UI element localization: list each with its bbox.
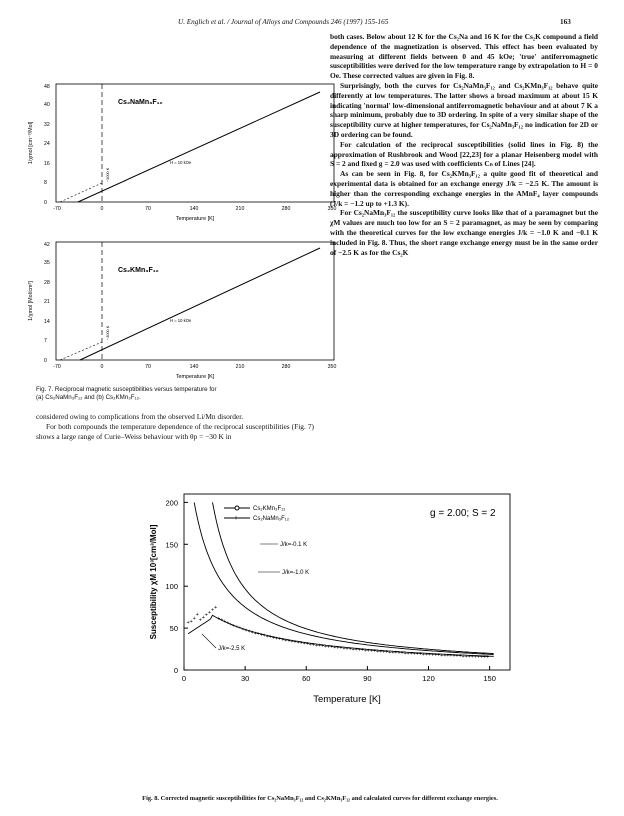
fig8-point: + (467, 654, 471, 661)
fig8-point: + (275, 636, 279, 643)
fig8-point: + (342, 645, 346, 652)
fig8-ytick: 150 (165, 540, 178, 550)
fig8-frame (184, 494, 510, 670)
left-column-text (36, 412, 314, 441)
fig8-point: + (317, 643, 322, 650)
pointer-25 (202, 634, 216, 648)
fig7a-xtick: 70 (145, 206, 151, 212)
fig8-point: + (232, 623, 236, 630)
fig8-point: + (336, 645, 340, 652)
fig7a-xtick: 0 (100, 206, 104, 212)
fig7a-ylabel: 1/χmol [cm⁻³/Mol] (28, 121, 34, 165)
fig7b-ytick: 28 (44, 280, 50, 286)
fig8-xtick: 90 (363, 674, 372, 683)
fig7b-ytick: 7 (44, 338, 47, 344)
fig8-ytick: 200 (165, 498, 178, 508)
fig8-points (186, 605, 489, 661)
fig7a-compound: Cs₂NaMn₃F₁₂ (118, 99, 163, 106)
fig7b-data-line (80, 248, 320, 360)
fig8-point: + (213, 605, 218, 612)
fig8-point: + (247, 628, 251, 635)
fig8-point: + (296, 640, 300, 647)
legend-na-marker: + (234, 515, 239, 522)
fig7b-ytick: 42 (44, 242, 50, 248)
fig8-point: + (272, 635, 276, 642)
fig8-point: + (397, 650, 401, 657)
fig8-point: + (418, 651, 422, 658)
fig8-point: + (406, 650, 410, 657)
fig8-xtick: 0 (181, 674, 187, 683)
fig7a-ytick: 16 (44, 161, 50, 167)
fig8-point: + (259, 632, 264, 639)
fig8-xtick: 120 (422, 674, 435, 683)
fig8-point: + (302, 641, 306, 648)
fig8-point: + (217, 615, 221, 622)
fig8-point: + (226, 620, 230, 627)
fig8-point: + (440, 652, 444, 659)
fig8-point: + (308, 641, 312, 648)
fig8-point: + (238, 625, 242, 632)
fig8-point: + (427, 652, 432, 659)
fig8-point: + (446, 653, 450, 660)
fig8-point: + (357, 647, 361, 654)
fig8-point: + (464, 653, 468, 660)
fig8-point: + (485, 654, 490, 661)
fig8-point: + (421, 651, 426, 658)
fig8-point: + (437, 652, 441, 659)
fig7a-xtick: 140 (189, 206, 199, 212)
legend-na-label: Cs₂NaMn₃F₁₂ (253, 516, 290, 522)
fig8-point: + (287, 638, 291, 645)
label-jk-10: J/k=-1.0 K (282, 570, 310, 576)
fig7a-field: H = 10 kOe (170, 160, 192, 165)
fig7b-ytick: 14 (44, 319, 50, 325)
fig8-point: + (241, 626, 245, 633)
fig7b-xlabel: Temperature [K] (175, 374, 215, 380)
fig7-caption-line1: Fig. 7. Reciprocal magnetic susceptibilities versus temperature for (36, 386, 217, 393)
right-para-3: For calculation of the reciprocal susceptibilities (solid lines in Fig. 8) the approximation of Rushbrook and Wood [22,23] for a planar Heisenberg model with S = 2 and fixed g = 2.0 was used with coefficients Cₙ of Lines [24]. (330, 139, 598, 169)
fig8-point: + (479, 654, 484, 661)
fig7a-ytick: 24 (44, 141, 50, 147)
fig8-point: + (470, 654, 474, 661)
fig8-point: + (323, 643, 328, 650)
fig7b-compound: Cs₂KMn₃F₁₂ (118, 267, 159, 274)
fig8-point: + (281, 637, 285, 644)
fig8-point: + (449, 653, 453, 660)
fig7-caption (36, 386, 326, 402)
fig8-point: + (415, 651, 419, 658)
fig7b-xtick: 70 (145, 364, 151, 370)
fig8-point: + (198, 617, 202, 624)
fig8-point: + (268, 634, 273, 641)
fig8-point: + (375, 648, 380, 655)
fig8-point: + (345, 646, 349, 653)
fig8-point: + (372, 648, 377, 655)
right-para-1: both cases. Below about 12 K for the Cs₂Na and 16 K for the Cs₂K compound a field dependence of the magnetization is observed. This effect has been evaluated by measuring at different fields between 0 and 45 kOe; 'true' antiferromagnetic susceptibilities were derived for the low temperature range by extrapolation to H = 0 Oe. These corrected values are given in Fig. 8. (330, 32, 598, 81)
fig7b-xtick: -70 (53, 364, 61, 370)
fig8-ylabel: Susceptibility χM 10³[cm³/Mol] (149, 524, 158, 640)
fig8-point: + (412, 651, 416, 658)
fig8-point: + (330, 644, 334, 651)
fig8-point: + (305, 641, 309, 648)
figure-8 (140, 488, 520, 788)
fig8-point: + (229, 621, 233, 628)
fig8-ytick: 50 (169, 624, 178, 634)
fig8-point: + (333, 644, 337, 651)
fig8-point: + (354, 647, 358, 654)
left-para-1: considered owing to complications from the observed Li/Mn disorder. (36, 412, 244, 421)
fig7b-xtick: 140 (189, 364, 199, 370)
fig8-caption: Fig. 8. Corrected magnetic susceptibilities for Cs₂NaMn₃F₁₂ and Cs₂KMn₃F₁₂ and calculated curves for different exchange energies. (142, 795, 498, 802)
fig7b-xtick: 210 (235, 364, 245, 370)
fig8-point: + (369, 648, 374, 655)
fig7a-xtick: 210 (235, 206, 245, 212)
fig7a-xticks (53, 206, 336, 212)
fig7a-ytick: 48 (44, 84, 50, 90)
fig7a-data-line (78, 92, 320, 202)
fig7b-ytick: 21 (44, 299, 50, 305)
fig8-point: + (207, 610, 212, 617)
fig8-point: + (394, 650, 398, 657)
fig8-point: + (299, 640, 303, 647)
fig8-xlabel: Temperature [K] (313, 694, 381, 705)
fig8-point: + (235, 624, 239, 631)
fig8-point: + (210, 607, 215, 614)
fig7b-xtick: 280 (281, 364, 291, 370)
fig8-xtick: 30 (240, 674, 250, 683)
fig7a-inset: −3000 K (106, 167, 110, 182)
fig8-point: + (223, 619, 227, 626)
right-para-2: Surprisingly, both the curves for Cs₂NaMn₃F₁₂ and Cs₂KMn₃F₁₂ behave quite differently at low temperatures. The latter shows a broad maximum at about 15 K indicating 'normal' low-dimensional antiferromagnetic behaviour and at about 7 K a sharp minimum, probably due to 3D ordering. In spite of a very similar shape of the susceptibility curve at higher temperatures, for Cs₂NaMn₃F₁₂ no indication for 2D or 3D ordering can be found. (330, 80, 598, 139)
fig8-point: + (443, 652, 447, 659)
fig7a-extrapolation (60, 183, 102, 202)
fig8-point: + (482, 654, 487, 661)
fig8-point: + (379, 649, 383, 656)
fig8-params: g = 2.00; S = 2 (430, 508, 496, 519)
fig8-point: + (348, 646, 352, 653)
fig8-point: + (201, 615, 205, 622)
fig8-point: + (278, 636, 282, 643)
fig8-point: + (339, 645, 343, 652)
fig8-point: + (256, 631, 260, 638)
fig7b-extrapolation (60, 342, 102, 360)
fig8-point: + (382, 649, 386, 656)
page-number: 163 (560, 18, 571, 26)
fig8-xtick: 150 (483, 674, 496, 683)
fig8-point: + (452, 653, 456, 660)
fig8-point: + (290, 639, 294, 646)
fig7b-inset: −3000 K (106, 325, 110, 340)
fig8-ytick: 0 (173, 666, 178, 675)
fig8-point: + (262, 633, 267, 640)
fig8-point: + (473, 654, 477, 661)
fig8-point: + (195, 611, 199, 618)
fig8-point: + (434, 652, 438, 659)
fig7a-xtick: 280 (281, 206, 291, 212)
fig8-point: + (293, 639, 297, 646)
legend-k-label: Cs₂KMn₃F₁₂ (253, 506, 286, 512)
fig7a-xtick: -70 (53, 206, 61, 212)
fig8-ytick: 100 (165, 582, 178, 592)
fig8-point: + (385, 649, 389, 656)
fig8-point: + (314, 642, 319, 649)
right-para-4: As can be seen in Fig. 8, for Cs₂KMn₃F₁₂ a quite good fit of theoretical and experimental data is obtained for an exchange energy J/k = −2.5 K. The amount is higher than the corresponding exchange energies in the AMnF₄ layer compounds (J/k = −1.2 up to +1.3 K). (330, 169, 598, 208)
fig8-point: + (458, 653, 462, 660)
fig8-point: + (388, 649, 392, 656)
fig7a-ytick: 8 (44, 180, 47, 186)
legend-k-marker (235, 506, 239, 510)
fig8-point: + (363, 647, 367, 654)
fig8-point: + (192, 616, 196, 623)
fig8-point: + (391, 650, 395, 657)
fig8-point: + (351, 646, 355, 653)
fig7b-ylabel: 1/χmol [Mol/cm³] (28, 281, 34, 321)
fig7a-xtick: 350 (327, 206, 337, 212)
fig8-point: + (320, 643, 325, 650)
fig8-point: + (409, 651, 413, 658)
fig7b-xtick: 350 (327, 364, 337, 370)
fig8-point: + (455, 653, 459, 660)
fig8-point: + (327, 644, 331, 651)
fig8-point: + (189, 618, 193, 625)
fig8-point: + (244, 627, 248, 634)
figure-7a (20, 78, 340, 226)
fig8-xtick: 60 (302, 674, 311, 683)
fig7b-field: H = 10 kOe (170, 318, 192, 323)
left-para-2: For both compounds the temperature dependence of the reciprocal susceptibilities (Fig. 7) shows a large range of Curie–Weiss behaviour with θp = −30 K in (36, 421, 314, 441)
right-para-5: For Cs₂NaMn₃F₁₂ the susceptibility curve looks like that of a paramagnet but the χM values are much too low for an S = 2 paramagnet, as may be seen by comparing with the theoretical curves for the low exchange energies J/k = −1.0 K and −0.1 K included in Fig. 8. Thus, the short range exchange energy must be in the same order of −2.5 K as for the Cs₂K (330, 208, 598, 257)
fig7b-ytick: 35 (44, 260, 50, 266)
right-column-text (327, 32, 598, 257)
fig8-point: + (424, 652, 429, 659)
fig8-point: + (366, 648, 371, 655)
fig8-point: + (311, 642, 315, 649)
fig7-caption-line2: (a) Cs₂NaMn₃F₁₂ and (b) Cs₂KMn₃F₁₂. (36, 394, 141, 401)
label-jk-01: J/k=-0.1 K (280, 542, 308, 548)
fig8-point: + (400, 650, 404, 657)
fig7a-ytick: 32 (44, 122, 50, 128)
fig8-point: + (360, 647, 364, 654)
fig8-curves (188, 502, 494, 659)
fig8-point: + (186, 620, 190, 627)
label-jk-25: J/k=-2.5 K (218, 646, 246, 652)
fig8-point: + (204, 612, 209, 619)
fig8-point: + (250, 629, 254, 636)
fig8-point: + (430, 652, 435, 659)
fig8-point: + (476, 654, 481, 661)
journal-title: U. Englich et al. / Journal of Alloys and Compounds 246 (1997) 155-165 (178, 18, 389, 26)
figure-7b (20, 236, 340, 384)
fig8-point: + (265, 633, 270, 640)
fig7a-yticks (44, 84, 50, 206)
fig7a-ytick: 40 (44, 102, 50, 108)
fig8-point: + (284, 637, 288, 644)
fig7b-ytick: 0 (44, 358, 47, 364)
fig8-point: + (253, 630, 257, 637)
fig8-point: + (220, 617, 224, 624)
fig7b-xtick: 0 (100, 364, 104, 370)
fig7a-ytick: 0 (44, 200, 47, 206)
fig7a-xlabel: Temperature [K] (175, 216, 215, 222)
fig8-point: + (461, 653, 465, 660)
fig8-point: + (403, 650, 407, 657)
